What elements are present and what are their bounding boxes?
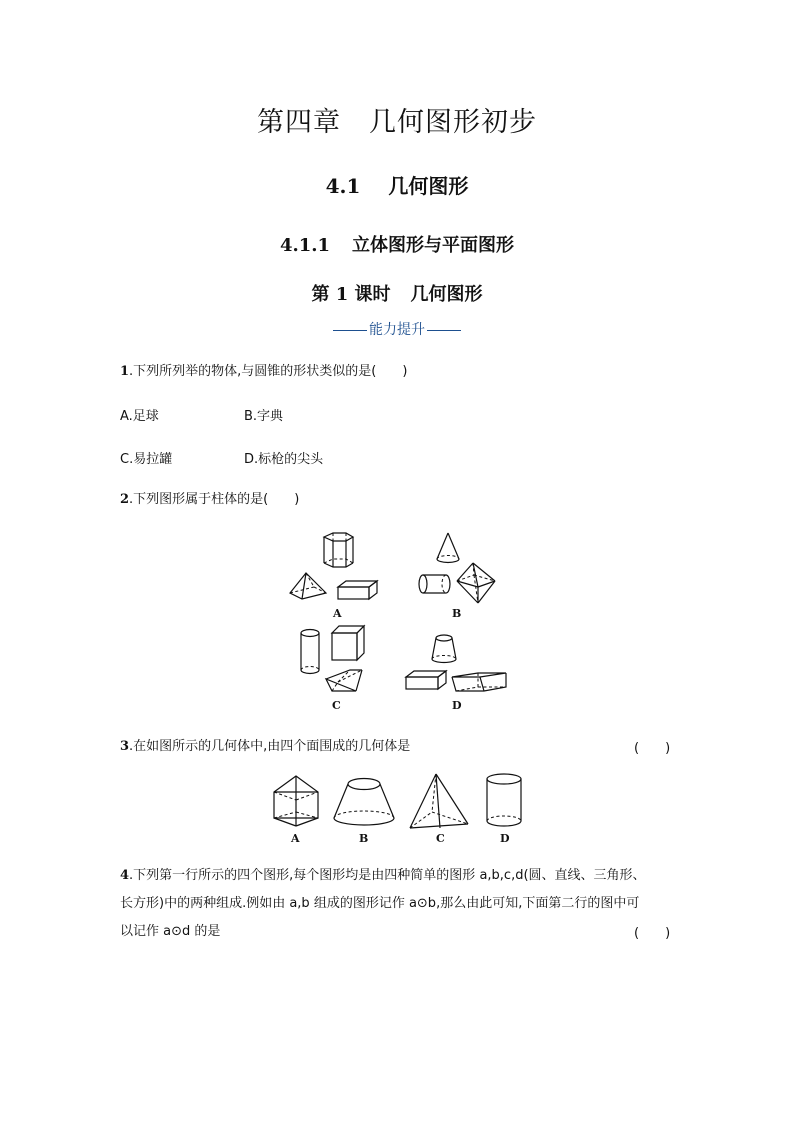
lesson-title <box>0 280 794 306</box>
chapter-name: 几何图形初步 <box>369 107 537 138</box>
q3-label-a: A <box>291 832 300 845</box>
q3-option-d-shape[interactable] <box>487 774 521 845</box>
subsection-name: 立体图形与平面图形 <box>352 235 515 256</box>
question-2-figure <box>280 525 520 717</box>
banner-line-left <box>333 330 367 331</box>
subsection-number: 4.1.1 <box>279 235 331 256</box>
q2-label-b: B <box>452 607 462 620</box>
q2-group-d[interactable] <box>406 635 506 712</box>
vertical-cylinder-shape <box>301 630 319 674</box>
cuboid-shape <box>338 581 377 599</box>
lesson-number: 第 1 课时 <box>311 284 391 305</box>
subsection-title <box>0 231 794 257</box>
cuboid-shape-d <box>406 671 446 689</box>
horizontal-cylinder-shape <box>419 575 450 593</box>
question-1-option-d[interactable]: D.标枪的尖头 <box>244 452 324 467</box>
banner-line-right <box>427 330 461 331</box>
section-name: 几何图形 <box>388 174 469 198</box>
slanted-prism-shape <box>452 673 506 691</box>
question-1-option-a[interactable]: A.足球 <box>120 409 159 424</box>
chapter-title <box>0 100 794 139</box>
q2-group-b[interactable] <box>419 533 495 620</box>
banner-text: 能力提升 <box>369 322 425 338</box>
pyramid-shape <box>290 573 326 599</box>
section-number: 4.1 <box>325 174 361 198</box>
hexagonal-prism-shape <box>324 533 353 567</box>
question-1-option-c[interactable]: C.易拉罐 <box>120 452 173 467</box>
question-1-option-b[interactable]: B.字典 <box>244 409 284 424</box>
question-4-number: 4 <box>120 868 130 883</box>
q2-group-a[interactable] <box>290 533 377 620</box>
q3-option-a-shape[interactable] <box>274 776 318 845</box>
q3-label-b: B <box>359 832 369 845</box>
question-2-number: 2 <box>120 492 130 507</box>
question-3-figure <box>262 768 530 848</box>
question-4-line-3: 以记作 a⊙d 的是 <box>120 924 221 939</box>
question-4-line-1: .下列第一行所示的四个图形,每个图形均是由四种简单的图形 a,b,c,d(圆、直线、三角形、 <box>129 868 646 883</box>
q3-label-d: D <box>500 832 510 845</box>
section-title <box>0 170 794 199</box>
section-banner <box>0 319 794 339</box>
question-1-number: 1 <box>120 364 130 379</box>
question-3-text: .在如图所示的几何体中,由四个面围成的几何体是 <box>129 739 411 754</box>
question-2 <box>120 490 299 510</box>
q3-option-b-shape[interactable] <box>334 779 394 846</box>
question-2-text: .下列图形属于柱体的是( ) <box>129 492 300 507</box>
question-4 <box>120 866 680 886</box>
question-3-answer-blank[interactable]: ( ) <box>634 741 671 756</box>
question-1 <box>120 362 407 382</box>
cone-shape <box>437 533 459 563</box>
octahedron-shape <box>457 563 495 603</box>
question-1-text: .下列所列举的物体,与圆锥的形状类似的是( ) <box>129 364 408 379</box>
q3-option-c-shape[interactable] <box>410 774 468 845</box>
cube-shape <box>332 626 364 660</box>
frustum-shape <box>432 635 456 663</box>
question-4-line-2: 长方形)中的两种组成.例如由 a,b 组成的图形记作 a⊙b,那么由此可知,下面第二行的图中可 <box>120 896 640 911</box>
question-4-answer-blank[interactable]: ( ) <box>634 926 671 941</box>
lesson-name: 几何图形 <box>410 284 483 305</box>
q3-label-c: C <box>436 832 445 845</box>
triangular-prism-shape <box>326 670 362 691</box>
chapter-prefix: 第四章 <box>257 107 341 138</box>
q2-label-a: A <box>333 607 342 620</box>
q2-group-c[interactable] <box>301 626 364 712</box>
q2-label-d: D <box>452 699 462 712</box>
question-3-number: 3 <box>120 739 130 754</box>
question-3 <box>120 737 410 757</box>
q2-label-c: C <box>332 699 341 712</box>
